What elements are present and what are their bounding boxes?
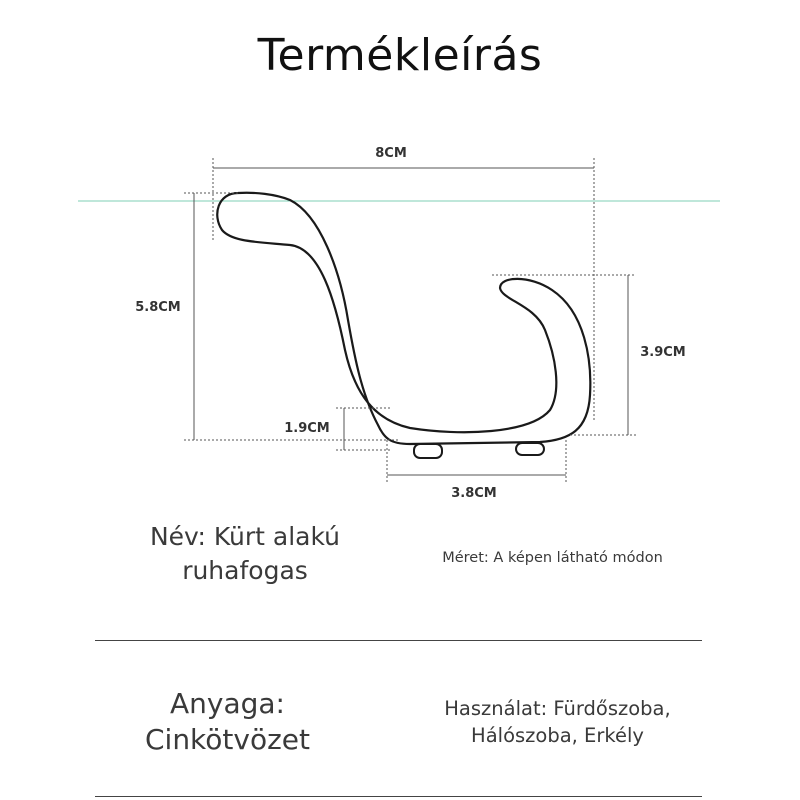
divider (95, 640, 702, 641)
page-title: Termékleírás (257, 30, 543, 81)
height-label: 5.8CM (135, 300, 181, 315)
dimension-width (213, 158, 594, 420)
dimension-base-height (336, 408, 392, 450)
hook-outline (217, 193, 590, 444)
base-height-label: 1.9CM (284, 421, 330, 436)
product-usage: Használat: Fürdőszoba, Hálószoba, Erkély (444, 697, 671, 747)
base-width-label: 3.8CM (451, 486, 497, 501)
product-material: Anyaga: Cinkötvözet (144, 687, 310, 756)
hook-height-label: 3.9CM (640, 345, 686, 360)
width-label: 8CM (375, 146, 407, 161)
divider (95, 796, 702, 797)
hook-foot-left (414, 444, 442, 458)
product-name: Név: Kürt alakú ruhafogas (149, 522, 341, 585)
hook-foot-right (516, 443, 544, 455)
product-size: Méret: A képen látható módon (442, 550, 663, 566)
